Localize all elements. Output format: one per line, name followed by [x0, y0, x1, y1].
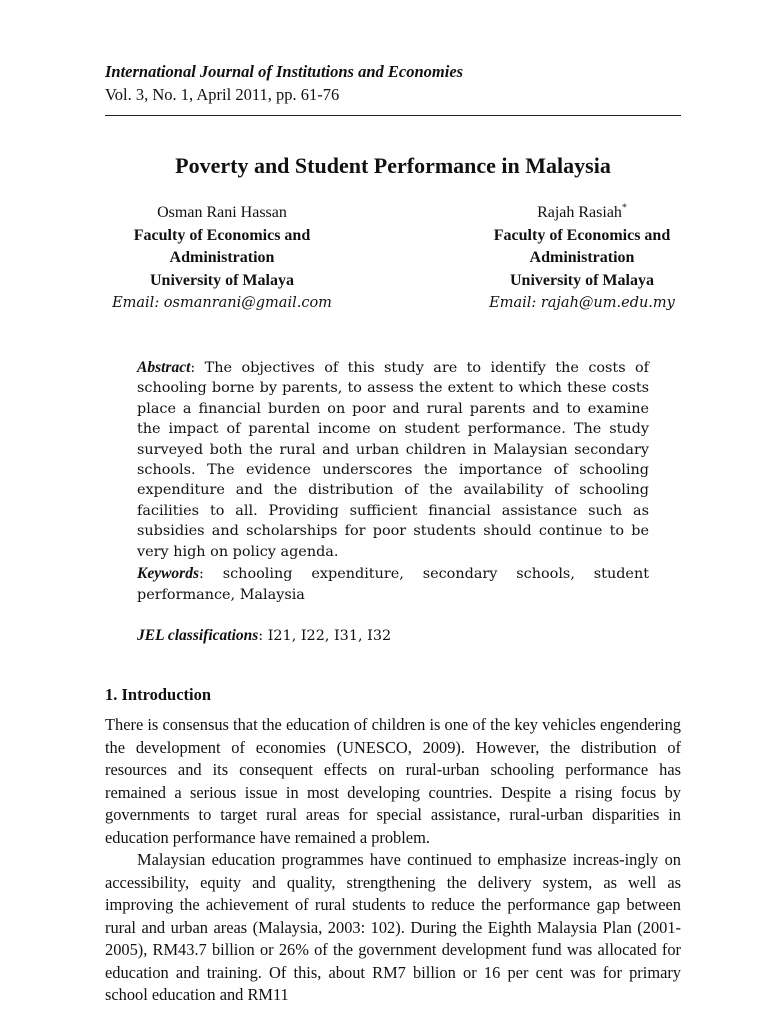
- author-block-1: [97, 202, 347, 315]
- author-block-2: [457, 202, 707, 315]
- keywords-label: Keywords: [137, 565, 199, 582]
- paragraph: Malaysian education programmes have continued to emphasize increas-ingly on accessibility, equity and quality, strengthening the delivery system, as well as improving the achievement of rural students to reduce the performance gap between rural and urban areas (Malaysia, 2003: 102). During the Eighth Malaysia Plan (2001-2005), RM43.7 billion or 26% of the government development fund was allocated for education and training. Of this, about RM7 billion or 16 per cent was for primary school education and RM11: [105, 850, 681, 1004]
- keywords-text: : schooling expenditure, secondary schools, student performance, Malaysia: [137, 566, 649, 603]
- journal-volume: Vol. 3, No. 1, April 2011, pp. 61-76: [105, 85, 340, 104]
- author-faculty: Faculty of Economics and: [133, 226, 311, 244]
- abstract: [137, 358, 649, 562]
- author-university: University of Malaya: [150, 271, 294, 289]
- author-university: University of Malaya: [510, 271, 654, 289]
- introduction-body: [105, 714, 681, 1007]
- author-department: Administration: [169, 249, 275, 266]
- header-divider: [105, 115, 681, 116]
- jel-label: JEL classifications: [137, 627, 259, 644]
- keywords: [137, 563, 649, 606]
- paper-title: Poverty and Student Performance in Malaysia: [175, 153, 611, 178]
- author-email: Email: rajah@um.edu.my: [489, 295, 675, 311]
- jel-text: : I21, I22, I31, I32: [258, 628, 392, 644]
- author-department: Administration: [529, 249, 635, 266]
- paragraph: There is consensus that the education of children is one of the key vehicles engendering the development of economies (UNESCO, 2009). However, the distribution of resources and its consequent effects on rural-urban schooling performance has remained a serious issue in most developing countries. Despite a rising focus by governments to target rural areas for special assistance, rural-urban disparities in education performance have remained a problem.: [105, 715, 681, 847]
- journal-name: International Journal of Institutions and Economies: [105, 62, 464, 81]
- abstract-text: : The objectives of this study are to identify the costs of schooling borne by parents, to assess the extent to which these costs place a financial burden on poor and rural parents and to examine the impact of parental income on student performance. The study surveyed both the rural and urban children in Malaysian secondary schools. The evidence underscores the importance of schooling expenditure and the distribution of the availability of schooling facilities to all. Providing sufficient financial assistance such as subsidies and scholarships for poor students should continue to be very high on policy agenda.: [137, 360, 649, 560]
- author-email: Email: osmanrani@gmail.com: [112, 295, 332, 311]
- jel-classifications: [137, 625, 649, 647]
- abstract-label: Abstract: [137, 359, 191, 376]
- section-heading-introduction: 1. Introduction: [105, 685, 212, 704]
- author-name: Rajah Rasiah*: [537, 202, 627, 221]
- author-name: Osman Rani Hassan: [157, 204, 287, 221]
- author-marker: *: [621, 202, 627, 214]
- author-faculty: Faculty of Economics and: [493, 226, 671, 244]
